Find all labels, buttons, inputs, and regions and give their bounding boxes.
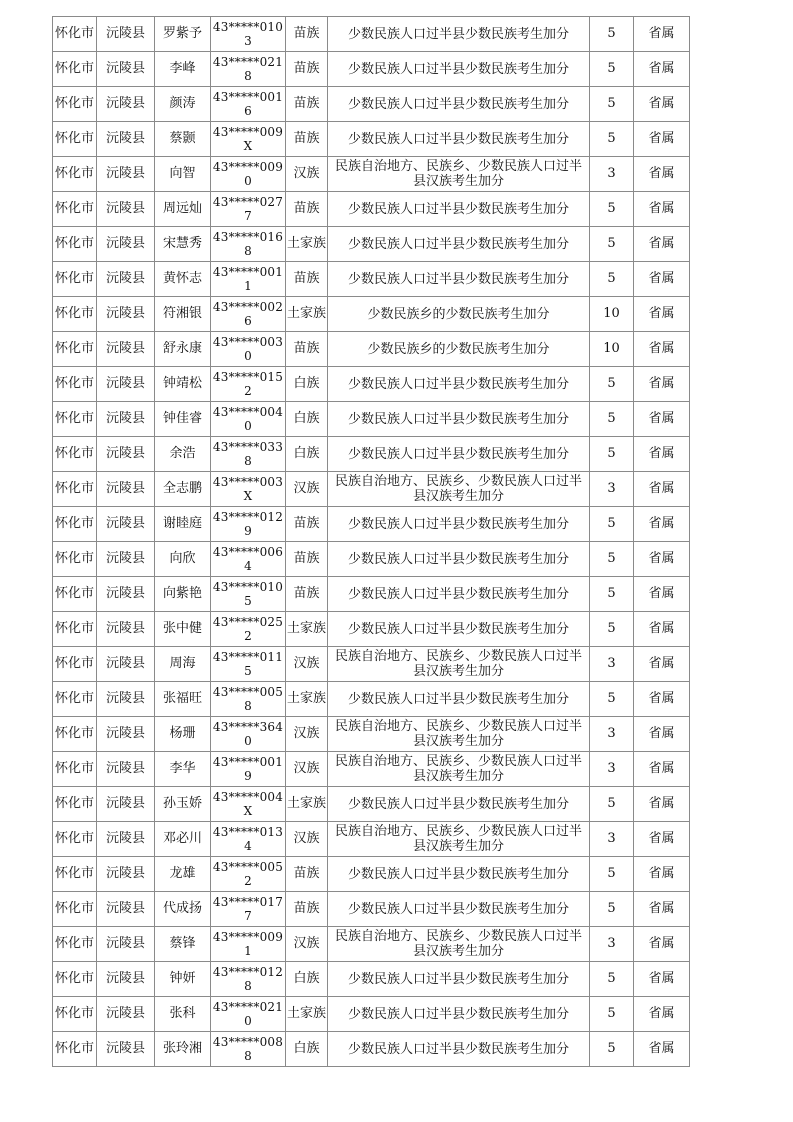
level-cell: 省属: [634, 157, 690, 192]
city-cell: 怀化市: [53, 822, 97, 857]
id-number-cell: 43*****0011: [211, 262, 286, 297]
county-cell: 沅陵县: [97, 822, 155, 857]
level-cell: 省属: [634, 402, 690, 437]
name-cell: 蔡锋: [155, 927, 211, 962]
county-cell: 沅陵县: [97, 612, 155, 647]
points-cell: 5: [590, 542, 634, 577]
table-row: [53, 822, 690, 857]
ethnicity-cell: 白族: [286, 402, 328, 437]
bonus-category-cell: 少数民族人口过半县少数民族考生加分: [328, 857, 590, 892]
points-cell: 5: [590, 87, 634, 122]
ethnicity-cell: 苗族: [286, 192, 328, 227]
bonus-category-cell: 民族自治地方、民族乡、少数民族人口过半县汉族考生加分: [328, 647, 590, 682]
county-cell: 沅陵县: [97, 157, 155, 192]
table-row: [53, 472, 690, 507]
name-cell: 舒永康: [155, 332, 211, 367]
city-cell: 怀化市: [53, 612, 97, 647]
county-cell: 沅陵县: [97, 682, 155, 717]
id-number-cell: 43*****0168: [211, 227, 286, 262]
bonus-category-cell: 少数民族乡的少数民族考生加分: [328, 297, 590, 332]
level-cell: 省属: [634, 192, 690, 227]
bonus-category-cell: 少数民族人口过半县少数民族考生加分: [328, 1032, 590, 1067]
points-cell: 5: [590, 507, 634, 542]
table-row: [53, 367, 690, 402]
county-cell: 沅陵县: [97, 472, 155, 507]
bonus-category-cell: 民族自治地方、民族乡、少数民族人口过半县汉族考生加分: [328, 717, 590, 752]
county-cell: 沅陵县: [97, 17, 155, 52]
county-cell: 沅陵县: [97, 297, 155, 332]
bonus-points-table: [52, 16, 690, 1067]
city-cell: 怀化市: [53, 507, 97, 542]
name-cell: 蔡颢: [155, 122, 211, 157]
county-cell: 沅陵县: [97, 507, 155, 542]
table-row: [53, 192, 690, 227]
table-row: [53, 507, 690, 542]
ethnicity-cell: 汉族: [286, 927, 328, 962]
ethnicity-cell: 白族: [286, 437, 328, 472]
level-cell: 省属: [634, 997, 690, 1032]
city-cell: 怀化市: [53, 402, 97, 437]
county-cell: 沅陵县: [97, 122, 155, 157]
points-cell: 10: [590, 297, 634, 332]
table-row: [53, 1032, 690, 1067]
table-row: [53, 297, 690, 332]
table-row: [53, 52, 690, 87]
ethnicity-cell: 苗族: [286, 122, 328, 157]
name-cell: 杨珊: [155, 717, 211, 752]
city-cell: 怀化市: [53, 192, 97, 227]
county-cell: 沅陵县: [97, 962, 155, 997]
ethnicity-cell: 白族: [286, 962, 328, 997]
name-cell: 全志鹏: [155, 472, 211, 507]
ethnicity-cell: 苗族: [286, 87, 328, 122]
ethnicity-cell: 土家族: [286, 227, 328, 262]
bonus-category-cell: 少数民族人口过半县少数民族考生加分: [328, 682, 590, 717]
points-cell: 3: [590, 927, 634, 962]
level-cell: 省属: [634, 17, 690, 52]
bonus-category-cell: 民族自治地方、民族乡、少数民族人口过半县汉族考生加分: [328, 752, 590, 787]
name-cell: 向智: [155, 157, 211, 192]
name-cell: 钟妍: [155, 962, 211, 997]
city-cell: 怀化市: [53, 752, 97, 787]
bonus-category-cell: 少数民族人口过半县少数民族考生加分: [328, 507, 590, 542]
table-row: [53, 997, 690, 1032]
id-number-cell: 43*****0064: [211, 542, 286, 577]
city-cell: 怀化市: [53, 542, 97, 577]
county-cell: 沅陵县: [97, 87, 155, 122]
county-cell: 沅陵县: [97, 717, 155, 752]
name-cell: 宋慧秀: [155, 227, 211, 262]
name-cell: 李峰: [155, 52, 211, 87]
ethnicity-cell: 汉族: [286, 157, 328, 192]
ethnicity-cell: 苗族: [286, 892, 328, 927]
bonus-category-cell: 民族自治地方、民族乡、少数民族人口过半县汉族考生加分: [328, 927, 590, 962]
points-cell: 5: [590, 437, 634, 472]
points-cell: 5: [590, 787, 634, 822]
bonus-category-cell: 少数民族人口过半县少数民族考生加分: [328, 52, 590, 87]
level-cell: 省属: [634, 262, 690, 297]
id-number-cell: 43*****009X: [211, 122, 286, 157]
bonus-category-cell: 少数民族人口过半县少数民族考生加分: [328, 402, 590, 437]
id-number-cell: 43*****0026: [211, 297, 286, 332]
id-number-cell: 43*****0252: [211, 612, 286, 647]
name-cell: 周海: [155, 647, 211, 682]
id-number-cell: 43*****0103: [211, 17, 286, 52]
county-cell: 沅陵县: [97, 857, 155, 892]
id-number-cell: 43*****003X: [211, 472, 286, 507]
points-cell: 10: [590, 332, 634, 367]
ethnicity-cell: 土家族: [286, 997, 328, 1032]
level-cell: 省属: [634, 857, 690, 892]
level-cell: 省属: [634, 612, 690, 647]
city-cell: 怀化市: [53, 122, 97, 157]
city-cell: 怀化市: [53, 787, 97, 822]
name-cell: 钟佳睿: [155, 402, 211, 437]
points-cell: 5: [590, 612, 634, 647]
bonus-category-cell: 少数民族人口过半县少数民族考生加分: [328, 962, 590, 997]
level-cell: 省属: [634, 332, 690, 367]
table-row: [53, 122, 690, 157]
id-number-cell: 43*****0218: [211, 52, 286, 87]
id-number-cell: 43*****0152: [211, 367, 286, 402]
bonus-category-cell: 少数民族人口过半县少数民族考生加分: [328, 437, 590, 472]
id-number-cell: 43*****0277: [211, 192, 286, 227]
level-cell: 省属: [634, 542, 690, 577]
ethnicity-cell: 苗族: [286, 542, 328, 577]
level-cell: 省属: [634, 962, 690, 997]
table-row: [53, 612, 690, 647]
level-cell: 省属: [634, 367, 690, 402]
table-row: [53, 157, 690, 192]
bonus-category-cell: 少数民族乡的少数民族考生加分: [328, 332, 590, 367]
table-row: [53, 927, 690, 962]
county-cell: 沅陵县: [97, 542, 155, 577]
level-cell: 省属: [634, 822, 690, 857]
table-row: [53, 752, 690, 787]
county-cell: 沅陵县: [97, 1032, 155, 1067]
city-cell: 怀化市: [53, 367, 97, 402]
bonus-category-cell: 少数民族人口过半县少数民族考生加分: [328, 87, 590, 122]
level-cell: 省属: [634, 507, 690, 542]
name-cell: 罗紫予: [155, 17, 211, 52]
table-row: [53, 577, 690, 612]
points-cell: 5: [590, 892, 634, 927]
table-row: [53, 682, 690, 717]
id-number-cell: 43*****0115: [211, 647, 286, 682]
points-cell: 5: [590, 962, 634, 997]
level-cell: 省属: [634, 472, 690, 507]
table-row: [53, 857, 690, 892]
points-cell: 5: [590, 122, 634, 157]
name-cell: 李华: [155, 752, 211, 787]
id-number-cell: 43*****0105: [211, 577, 286, 612]
ethnicity-cell: 土家族: [286, 612, 328, 647]
points-cell: 5: [590, 367, 634, 402]
city-cell: 怀化市: [53, 332, 97, 367]
table-row: [53, 17, 690, 52]
ethnicity-cell: 苗族: [286, 507, 328, 542]
id-number-cell: 43*****004X: [211, 787, 286, 822]
county-cell: 沅陵县: [97, 192, 155, 227]
bonus-category-cell: 民族自治地方、民族乡、少数民族人口过半县汉族考生加分: [328, 157, 590, 192]
city-cell: 怀化市: [53, 927, 97, 962]
county-cell: 沅陵县: [97, 227, 155, 262]
bonus-category-cell: 民族自治地方、民族乡、少数民族人口过半县汉族考生加分: [328, 822, 590, 857]
level-cell: 省属: [634, 647, 690, 682]
id-number-cell: 43*****0134: [211, 822, 286, 857]
name-cell: 周远灿: [155, 192, 211, 227]
bonus-category-cell: 少数民族人口过半县少数民族考生加分: [328, 892, 590, 927]
id-number-cell: 43*****0129: [211, 507, 286, 542]
table-body: [53, 17, 690, 1067]
points-cell: 5: [590, 227, 634, 262]
id-number-cell: 43*****0210: [211, 997, 286, 1032]
id-number-cell: 43*****0016: [211, 87, 286, 122]
ethnicity-cell: 汉族: [286, 472, 328, 507]
name-cell: 张福旺: [155, 682, 211, 717]
table-row: [53, 717, 690, 752]
level-cell: 省属: [634, 752, 690, 787]
ethnicity-cell: 土家族: [286, 787, 328, 822]
ethnicity-cell: 汉族: [286, 822, 328, 857]
name-cell: 代成扬: [155, 892, 211, 927]
bonus-category-cell: 少数民族人口过半县少数民族考生加分: [328, 227, 590, 262]
name-cell: 邓必川: [155, 822, 211, 857]
level-cell: 省属: [634, 87, 690, 122]
city-cell: 怀化市: [53, 892, 97, 927]
city-cell: 怀化市: [53, 577, 97, 612]
points-cell: 3: [590, 157, 634, 192]
points-cell: 3: [590, 647, 634, 682]
city-cell: 怀化市: [53, 717, 97, 752]
name-cell: 向紫艳: [155, 577, 211, 612]
table-row: [53, 647, 690, 682]
id-number-cell: 43*****0091: [211, 927, 286, 962]
ethnicity-cell: 苗族: [286, 52, 328, 87]
city-cell: 怀化市: [53, 472, 97, 507]
points-cell: 5: [590, 17, 634, 52]
bonus-category-cell: 少数民族人口过半县少数民族考生加分: [328, 577, 590, 612]
table-row: [53, 227, 690, 262]
id-number-cell: 43*****0019: [211, 752, 286, 787]
county-cell: 沅陵县: [97, 437, 155, 472]
points-cell: 3: [590, 717, 634, 752]
level-cell: 省属: [634, 787, 690, 822]
ethnicity-cell: 汉族: [286, 717, 328, 752]
name-cell: 谢睦庭: [155, 507, 211, 542]
bonus-category-cell: 少数民族人口过半县少数民族考生加分: [328, 122, 590, 157]
ethnicity-cell: 土家族: [286, 297, 328, 332]
id-number-cell: 43*****0128: [211, 962, 286, 997]
name-cell: 钟靖松: [155, 367, 211, 402]
level-cell: 省属: [634, 927, 690, 962]
name-cell: 余浩: [155, 437, 211, 472]
level-cell: 省属: [634, 892, 690, 927]
level-cell: 省属: [634, 717, 690, 752]
id-number-cell: 43*****0338: [211, 437, 286, 472]
city-cell: 怀化市: [53, 17, 97, 52]
table-row: [53, 87, 690, 122]
name-cell: 张科: [155, 997, 211, 1032]
points-cell: 5: [590, 857, 634, 892]
points-cell: 5: [590, 682, 634, 717]
bonus-category-cell: 少数民族人口过半县少数民族考生加分: [328, 367, 590, 402]
bonus-category-cell: 少数民族人口过半县少数民族考生加分: [328, 612, 590, 647]
ethnicity-cell: 白族: [286, 367, 328, 402]
points-cell: 5: [590, 577, 634, 612]
points-cell: 3: [590, 472, 634, 507]
name-cell: 向欣: [155, 542, 211, 577]
city-cell: 怀化市: [53, 1032, 97, 1067]
table-row: [53, 787, 690, 822]
ethnicity-cell: 苗族: [286, 17, 328, 52]
ethnicity-cell: 苗族: [286, 577, 328, 612]
city-cell: 怀化市: [53, 682, 97, 717]
bonus-category-cell: 少数民族人口过半县少数民族考生加分: [328, 192, 590, 227]
county-cell: 沅陵县: [97, 787, 155, 822]
bonus-category-cell: 少数民族人口过半县少数民族考生加分: [328, 262, 590, 297]
points-cell: 5: [590, 262, 634, 297]
bonus-category-cell: 民族自治地方、民族乡、少数民族人口过半县汉族考生加分: [328, 472, 590, 507]
county-cell: 沅陵县: [97, 402, 155, 437]
city-cell: 怀化市: [53, 262, 97, 297]
points-cell: 3: [590, 752, 634, 787]
id-number-cell: 43*****0040: [211, 402, 286, 437]
ethnicity-cell: 汉族: [286, 752, 328, 787]
table-row: [53, 437, 690, 472]
county-cell: 沅陵县: [97, 367, 155, 402]
name-cell: 龙雄: [155, 857, 211, 892]
city-cell: 怀化市: [53, 87, 97, 122]
id-number-cell: 43*****3640: [211, 717, 286, 752]
county-cell: 沅陵县: [97, 647, 155, 682]
city-cell: 怀化市: [53, 437, 97, 472]
county-cell: 沅陵县: [97, 752, 155, 787]
points-cell: 5: [590, 52, 634, 87]
county-cell: 沅陵县: [97, 52, 155, 87]
county-cell: 沅陵县: [97, 892, 155, 927]
county-cell: 沅陵县: [97, 262, 155, 297]
table-row: [53, 962, 690, 997]
city-cell: 怀化市: [53, 962, 97, 997]
id-number-cell: 43*****0088: [211, 1032, 286, 1067]
ethnicity-cell: 白族: [286, 1032, 328, 1067]
points-cell: 5: [590, 402, 634, 437]
table-row: [53, 892, 690, 927]
points-cell: 5: [590, 997, 634, 1032]
table-row: [53, 332, 690, 367]
ethnicity-cell: 土家族: [286, 682, 328, 717]
bonus-category-cell: 少数民族人口过半县少数民族考生加分: [328, 997, 590, 1032]
county-cell: 沅陵县: [97, 927, 155, 962]
points-cell: 5: [590, 192, 634, 227]
city-cell: 怀化市: [53, 857, 97, 892]
id-number-cell: 43*****0058: [211, 682, 286, 717]
table-row: [53, 402, 690, 437]
name-cell: 黄怀志: [155, 262, 211, 297]
ethnicity-cell: 苗族: [286, 332, 328, 367]
name-cell: 颜涛: [155, 87, 211, 122]
level-cell: 省属: [634, 122, 690, 157]
level-cell: 省属: [634, 297, 690, 332]
name-cell: 孙玉娇: [155, 787, 211, 822]
bonus-category-cell: 少数民族人口过半县少数民族考生加分: [328, 17, 590, 52]
id-number-cell: 43*****0177: [211, 892, 286, 927]
points-cell: 5: [590, 1032, 634, 1067]
level-cell: 省属: [634, 437, 690, 472]
county-cell: 沅陵县: [97, 577, 155, 612]
ethnicity-cell: 苗族: [286, 262, 328, 297]
name-cell: 张中健: [155, 612, 211, 647]
bonus-category-cell: 少数民族人口过半县少数民族考生加分: [328, 542, 590, 577]
id-number-cell: 43*****0090: [211, 157, 286, 192]
level-cell: 省属: [634, 577, 690, 612]
level-cell: 省属: [634, 682, 690, 717]
level-cell: 省属: [634, 52, 690, 87]
table-row: [53, 542, 690, 577]
id-number-cell: 43*****0052: [211, 857, 286, 892]
city-cell: 怀化市: [53, 297, 97, 332]
city-cell: 怀化市: [53, 227, 97, 262]
id-number-cell: 43*****0030: [211, 332, 286, 367]
city-cell: 怀化市: [53, 157, 97, 192]
table-row: [53, 262, 690, 297]
city-cell: 怀化市: [53, 997, 97, 1032]
level-cell: 省属: [634, 227, 690, 262]
bonus-category-cell: 少数民族人口过半县少数民族考生加分: [328, 787, 590, 822]
county-cell: 沅陵县: [97, 997, 155, 1032]
ethnicity-cell: 汉族: [286, 647, 328, 682]
city-cell: 怀化市: [53, 647, 97, 682]
name-cell: 张玲湘: [155, 1032, 211, 1067]
ethnicity-cell: 苗族: [286, 857, 328, 892]
city-cell: 怀化市: [53, 52, 97, 87]
level-cell: 省属: [634, 1032, 690, 1067]
county-cell: 沅陵县: [97, 332, 155, 367]
points-cell: 3: [590, 822, 634, 857]
name-cell: 符湘银: [155, 297, 211, 332]
